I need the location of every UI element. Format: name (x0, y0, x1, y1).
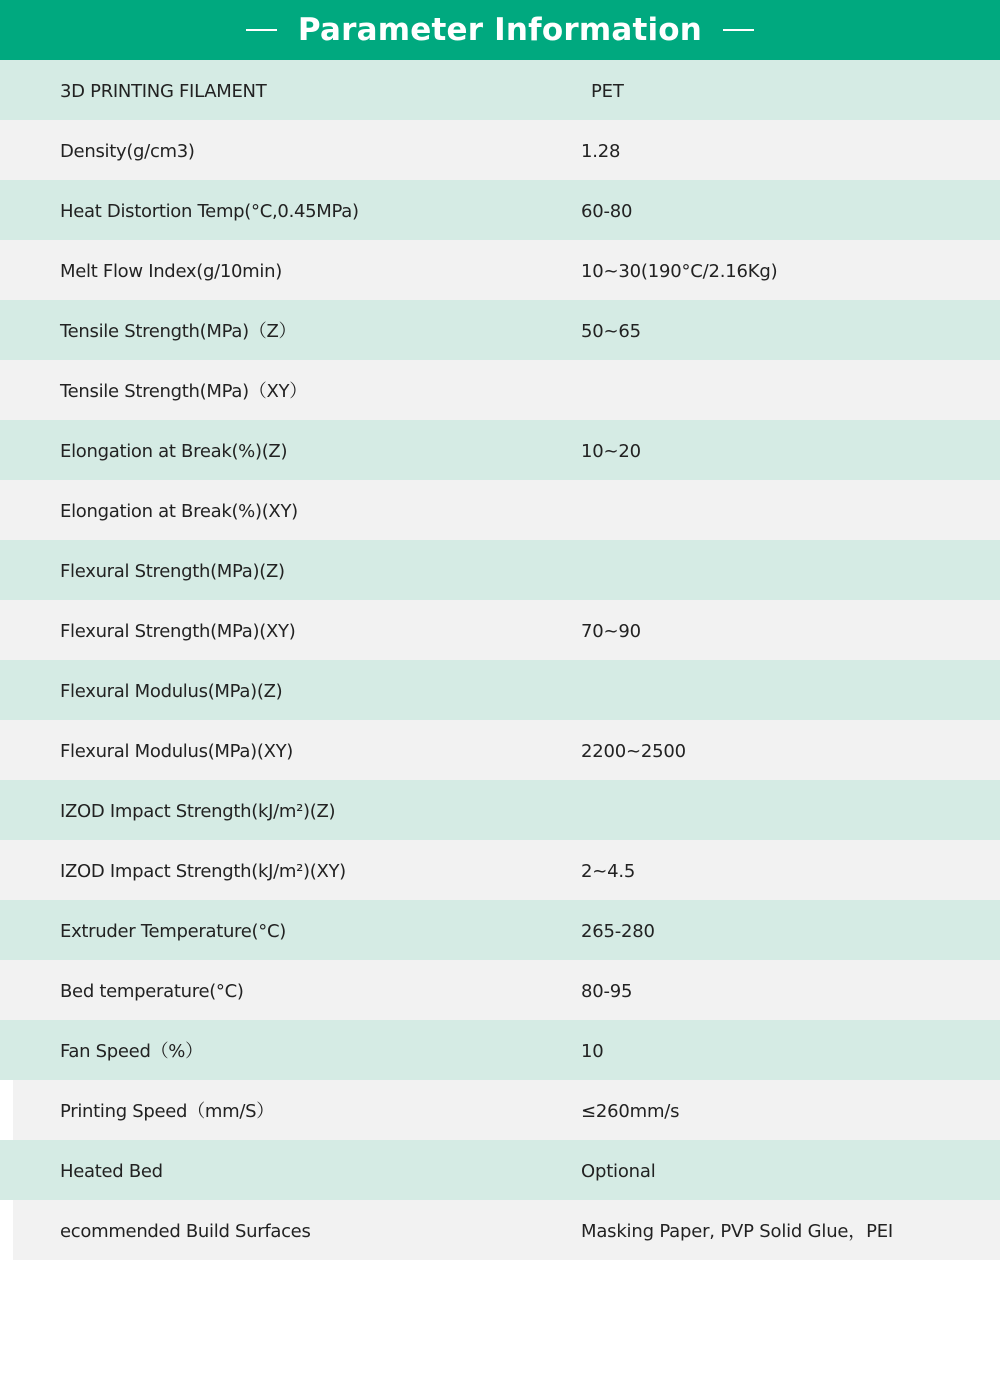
table-row (0, 240, 1000, 300)
parameter-table (0, 60, 1000, 1260)
row-value: Optional (581, 1161, 656, 1182)
table-row (0, 660, 1000, 720)
row-value: 60-80 (581, 201, 633, 222)
row-label: Flexural Strength(MPa)(Z) (60, 561, 285, 582)
table-row (0, 720, 1000, 780)
table-row (0, 480, 1000, 540)
table-row (0, 1020, 1000, 1080)
table-row (13, 1200, 1000, 1260)
row-label: Elongation at Break(%)(XY) (60, 501, 298, 522)
row-label: Printing Speed（mm/S） (60, 1101, 274, 1122)
table-row (0, 420, 1000, 480)
row-label: Heat Distortion Temp(°C,0.45MPa) (60, 201, 359, 222)
row-value: 2200~2500 (581, 741, 686, 762)
table-row (0, 780, 1000, 840)
row-value: 10 (581, 1041, 604, 1062)
row-label: Flexural Strength(MPa)(XY) (60, 621, 296, 642)
row-label: Extruder Temperature(°C) (60, 921, 286, 942)
row-label: Density(g/cm3) (60, 141, 195, 162)
row-label: Tensile Strength(MPa)（Z） (60, 321, 297, 342)
table-row (0, 540, 1000, 600)
table-row (0, 360, 1000, 420)
table-row (0, 60, 1000, 120)
page-title: Parameter Information (297, 12, 703, 48)
header-banner (0, 0, 1000, 60)
header-right-rule (723, 29, 754, 31)
row-label: Elongation at Break(%)(Z) (60, 441, 288, 462)
row-value: 10~30(190°C/2.16Kg) (581, 261, 778, 282)
row-label: Flexural Modulus(MPa)(Z) (60, 681, 283, 702)
row-label: 3D PRINTING FILAMENT (60, 81, 267, 102)
row-value: 265-280 (581, 921, 655, 942)
row-label: Heated Bed (60, 1161, 163, 1182)
row-label: ecommended Build Surfaces (60, 1221, 311, 1242)
table-row (0, 840, 1000, 900)
table-row (0, 300, 1000, 360)
row-value: ≤260mm/s (581, 1101, 680, 1122)
row-label: IZOD Impact Strength(kJ/m²)(Z) (60, 801, 336, 822)
row-value: 70~90 (581, 621, 641, 642)
table-row (0, 960, 1000, 1020)
row-label: Flexural Modulus(MPa)(XY) (60, 741, 294, 762)
row-value: Masking Paper, PVP Solid Glue，PEI (581, 1221, 894, 1242)
table-row (0, 120, 1000, 180)
row-label: Fan Speed（%） (60, 1041, 203, 1062)
table-row (0, 600, 1000, 660)
row-value: 2~4.5 (581, 861, 636, 882)
row-value: 10~20 (581, 441, 641, 462)
row-value: 50~65 (581, 321, 641, 342)
row-value: 1.28 (581, 141, 621, 162)
table-row (0, 1140, 1000, 1200)
row-label: Bed temperature(°C) (60, 981, 244, 1002)
row-value: PET (591, 81, 624, 102)
row-value: 80-95 (581, 981, 633, 1002)
table-row (0, 180, 1000, 240)
table-row (0, 900, 1000, 960)
row-label: IZOD Impact Strength(kJ/m²)(XY) (60, 861, 346, 882)
row-label: Melt Flow Index(g/10min) (60, 261, 282, 282)
row-label: Tensile Strength(MPa)（XY） (60, 381, 307, 402)
table-row (13, 1080, 1000, 1140)
header-left-rule (246, 29, 277, 31)
